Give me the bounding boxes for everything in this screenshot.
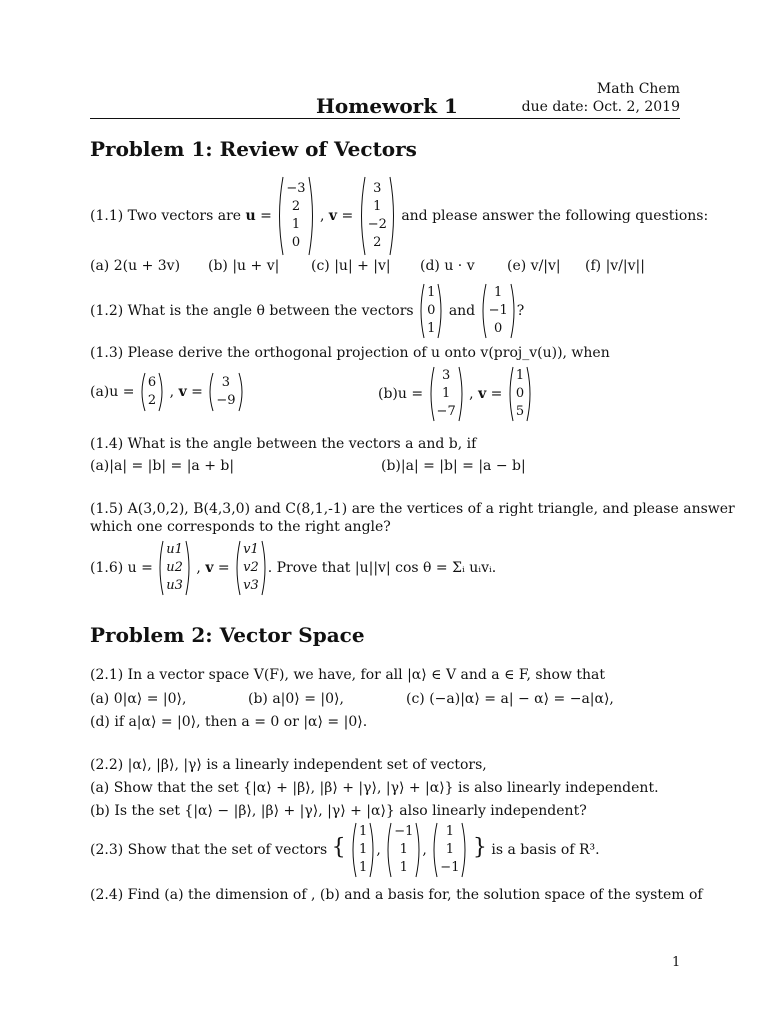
problem-2-1-d: (d) if a|α⟩ = |0⟩, then a = 0 or |α⟩ = |0⟩. — [90, 714, 368, 730]
option-a: (a) 2(u + 3v) — [90, 258, 181, 274]
option-e: (e) v/|v| — [507, 258, 561, 274]
problem-1-2: (1.2) What is the angle θ between the vectors 1 0 1 and 1 −1 0 ? — [90, 283, 524, 339]
problem-2-2-a: (a) Show that the set {|α⟩ + |β⟩, |β⟩ + |γ⟩, |γ⟩ + |α⟩} is also linearly independent. — [90, 780, 659, 796]
option-b: (b) |u + v| — [208, 258, 280, 274]
document-title: Homework 1 — [316, 94, 458, 118]
problem-2-1-b: (b) a|0⟩ = |0⟩, — [248, 691, 344, 707]
problem-1-4: (1.4) What is the angle between the vectors a and b, if — [90, 436, 477, 452]
vector-1-2-b: 1 −1 0 — [480, 283, 517, 339]
problem-2-1-c: (c) (−a)|α⟩ = a| − α⟩ = −a|α⟩, — [406, 691, 614, 707]
problem-2-1-a: (a) 0|α⟩ = |0⟩, — [90, 691, 187, 707]
problem1-title: Problem 1: Review of Vectors — [90, 137, 417, 161]
problem-2-3: (2.3) Show that the set of vectors { 1 1 1 , −1 1 1 , 1 1 −1 } is a basis of R³. — [90, 824, 600, 875]
problem-1-5-line2: which one corresponds to the right angle? — [90, 519, 391, 535]
problem-1-6: (1.6) u = u1 u2 u3 , v = v1 v2 v3 . Prove that |u||v| cos θ = Σᵢ uᵢvᵢ. — [90, 542, 497, 593]
vector-1-2-a: 1 0 1 — [418, 283, 444, 339]
option-f: (f) |v/|v|| — [585, 258, 645, 274]
problem-1-3-a: (a)u = 6 2 , v = 3 −9 — [90, 372, 245, 412]
option-c: (c) |u| + |v| — [311, 258, 391, 274]
problem-2-4: (2.4) Find (a) the dimension of , (b) and a basis for, the solution space of the system of — [90, 887, 703, 903]
problem-1-5-line1: (1.5) A(3,0,2), B(4,3,0) and C(8,1,-1) are the vertices of a right triangle, and please answer — [90, 501, 735, 517]
page-number: 1 — [672, 955, 681, 970]
problem-1-4-a: (a)|a| = |b| = |a + b| — [90, 458, 235, 474]
p11-label: (1.1) Two vectors are — [90, 208, 242, 224]
problem-1-4-b: (b)|a| = |b| = |a − b| — [381, 458, 526, 474]
due-date: due date: Oct. 2, 2019 — [521, 99, 680, 115]
option-d: (d) u · v — [420, 258, 475, 274]
problem2-title: Problem 2: Vector Space — [90, 623, 365, 647]
p11-tail: and please answer the following questions: — [401, 208, 709, 224]
course-name: Math Chem — [596, 81, 680, 97]
problem-2-1-line1: (2.1) In a vector space V(F), we have, for all |α⟩ ∈ V and a ∈ F, show that — [90, 667, 606, 683]
problem-1-3-b: (b)u = 3 1 −7 , v = 1 0 5 — [378, 366, 533, 422]
problem-2-2-b: (b) Is the set {|α⟩ − |β⟩, |β⟩ + |γ⟩, |γ⟩ + |α⟩} also linearly independent? — [90, 803, 587, 819]
problem-1-1: (1.1) Two vectors are u = −3 2 1 0 , v = 3 1 −2 2 and please answer the following questions: — [90, 176, 708, 256]
header-rule — [90, 118, 680, 119]
vector-v: 3 1 −2 2 — [358, 176, 397, 256]
problem-2-2-line1: (2.2) |α⟩, |β⟩, |γ⟩ is a linearly independent set of vectors, — [90, 757, 487, 773]
problem-1-3: (1.3) Please derive the orthogonal projection of u onto v(proj_v(u)), when — [90, 345, 610, 361]
vector-u: −3 2 1 0 — [276, 176, 315, 256]
header-info — [522, 80, 680, 116]
